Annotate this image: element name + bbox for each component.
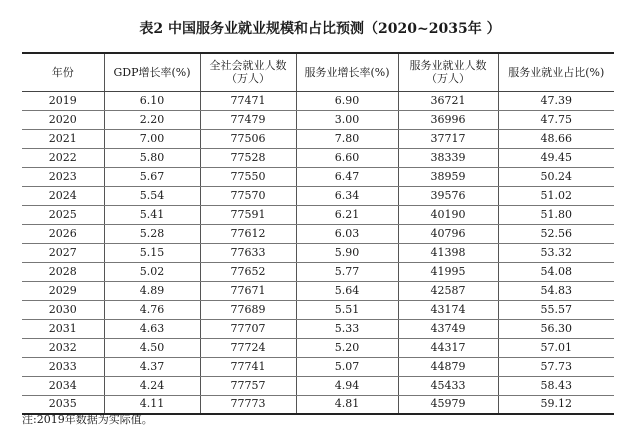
cell-service-employment: 37717: [398, 129, 498, 148]
cell-total-employment: 77707: [200, 319, 296, 338]
cell-gdp-growth: 5.28: [104, 224, 200, 243]
cell-service-share: 55.57: [498, 300, 614, 319]
table-row: [22, 110, 614, 129]
cell-total-employment: 77471: [200, 91, 296, 110]
cell-service-growth: 6.47: [296, 167, 398, 186]
cell-total-employment: 77570: [200, 186, 296, 205]
cell-service-employment: 40190: [398, 205, 498, 224]
cell-total-employment: 77633: [200, 243, 296, 262]
cell-service-employment: 44317: [398, 338, 498, 357]
table-row: [22, 224, 614, 243]
cell-service-employment: 41995: [398, 262, 498, 281]
cell-service-employment: 45433: [398, 376, 498, 395]
cell-gdp-growth: 7.00: [104, 129, 200, 148]
cell-gdp-growth: 4.63: [104, 319, 200, 338]
cell-year: 2029: [22, 281, 104, 300]
cell-service-employment: 36721: [398, 91, 498, 110]
cell-gdp-growth: 4.76: [104, 300, 200, 319]
cell-total-employment: 77773: [200, 395, 296, 414]
table-row: [22, 91, 614, 110]
cell-gdp-growth: 5.80: [104, 148, 200, 167]
cell-service-share: 47.39: [498, 91, 614, 110]
cell-service-share: 57.01: [498, 338, 614, 357]
table-row: [22, 300, 614, 319]
cell-total-employment: 77671: [200, 281, 296, 300]
cell-service-employment: 36996: [398, 110, 498, 129]
cell-gdp-growth: 5.15: [104, 243, 200, 262]
cell-service-share: 58.43: [498, 376, 614, 395]
cell-year: 2025: [22, 205, 104, 224]
cell-service-employment: 39576: [398, 186, 498, 205]
cell-year: 2034: [22, 376, 104, 395]
cell-year: 2022: [22, 148, 104, 167]
header-gdp-growth: GDP增长率(%): [104, 53, 200, 91]
cell-year: 2032: [22, 338, 104, 357]
cell-service-share: 52.56: [498, 224, 614, 243]
table-row: [22, 395, 614, 414]
table-row: [22, 167, 614, 186]
cell-year: 2023: [22, 167, 104, 186]
forecast-table: [22, 52, 614, 415]
cell-year: 2021: [22, 129, 104, 148]
table-row: [22, 186, 614, 205]
cell-total-employment: 77528: [200, 148, 296, 167]
cell-service-growth: 4.81: [296, 395, 398, 414]
cell-year: 2026: [22, 224, 104, 243]
cell-year: 2028: [22, 262, 104, 281]
cell-service-share: 48.66: [498, 129, 614, 148]
cell-gdp-growth: 5.54: [104, 186, 200, 205]
cell-total-employment: 77652: [200, 262, 296, 281]
table-title: 表2 中国服务业就业规模和占比预测（2020~2035年 ）: [139, 21, 501, 37]
cell-service-employment: 38339: [398, 148, 498, 167]
cell-year: 2035: [22, 395, 104, 414]
cell-service-employment: 45979: [398, 395, 498, 414]
cell-service-growth: 5.20: [296, 338, 398, 357]
header-service-employment: 服务业就业人数（万人）: [398, 53, 498, 91]
table-row: [22, 243, 614, 262]
cell-total-employment: 77689: [200, 300, 296, 319]
cell-service-share: 50.24: [498, 167, 614, 186]
cell-service-share: 51.02: [498, 186, 614, 205]
cell-gdp-growth: 4.37: [104, 357, 200, 376]
cell-service-employment: 40796: [398, 224, 498, 243]
footnote: 注:2019年数据为实际值。: [22, 413, 153, 426]
cell-year: 2024: [22, 186, 104, 205]
cell-service-share: 54.08: [498, 262, 614, 281]
cell-total-employment: 77741: [200, 357, 296, 376]
cell-gdp-growth: 5.67: [104, 167, 200, 186]
cell-service-growth: 5.90: [296, 243, 398, 262]
cell-gdp-growth: 2.20: [104, 110, 200, 129]
table-row: [22, 129, 614, 148]
cell-total-employment: 77479: [200, 110, 296, 129]
table-header-row: [22, 53, 614, 91]
header-service-growth: 服务业增长率(%): [296, 53, 398, 91]
cell-total-employment: 77612: [200, 224, 296, 243]
cell-service-employment: 41398: [398, 243, 498, 262]
cell-service-growth: 6.21: [296, 205, 398, 224]
cell-service-share: 56.30: [498, 319, 614, 338]
cell-service-share: 57.73: [498, 357, 614, 376]
cell-service-share: 53.32: [498, 243, 614, 262]
cell-service-growth: 6.34: [296, 186, 398, 205]
cell-service-employment: 44879: [398, 357, 498, 376]
header-total-employment: 全社会就业人数（万人）: [200, 53, 296, 91]
cell-total-employment: 77591: [200, 205, 296, 224]
cell-gdp-growth: 5.02: [104, 262, 200, 281]
cell-service-employment: 43749: [398, 319, 498, 338]
cell-service-growth: 3.00: [296, 110, 398, 129]
cell-service-growth: 6.90: [296, 91, 398, 110]
cell-service-growth: 5.77: [296, 262, 398, 281]
cell-gdp-growth: 4.50: [104, 338, 200, 357]
header-year: 年份: [22, 53, 104, 91]
cell-total-employment: 77757: [200, 376, 296, 395]
cell-total-employment: 77550: [200, 167, 296, 186]
cell-year: 2027: [22, 243, 104, 262]
cell-service-growth: 6.03: [296, 224, 398, 243]
cell-gdp-growth: 4.89: [104, 281, 200, 300]
cell-gdp-growth: 4.24: [104, 376, 200, 395]
cell-gdp-growth: 6.10: [104, 91, 200, 110]
table-row: [22, 319, 614, 338]
table-row: [22, 205, 614, 224]
cell-gdp-growth: 4.11: [104, 395, 200, 414]
cell-year: 2031: [22, 319, 104, 338]
table-row: [22, 338, 614, 357]
cell-service-growth: 4.94: [296, 376, 398, 395]
table-row: [22, 148, 614, 167]
table-row: [22, 281, 614, 300]
cell-service-growth: 5.07: [296, 357, 398, 376]
cell-total-employment: 77724: [200, 338, 296, 357]
cell-total-employment: 77506: [200, 129, 296, 148]
cell-service-growth: 5.33: [296, 319, 398, 338]
cell-service-employment: 43174: [398, 300, 498, 319]
cell-year: 2030: [22, 300, 104, 319]
cell-service-employment: 38959: [398, 167, 498, 186]
cell-service-share: 49.45: [498, 148, 614, 167]
cell-year: 2020: [22, 110, 104, 129]
header-service-share: 服务业就业占比(%): [498, 53, 614, 91]
cell-year: 2033: [22, 357, 104, 376]
cell-service-share: 59.12: [498, 395, 614, 414]
cell-gdp-growth: 5.41: [104, 205, 200, 224]
table-row: [22, 357, 614, 376]
cell-service-growth: 7.80: [296, 129, 398, 148]
cell-service-growth: 5.64: [296, 281, 398, 300]
table-body: [22, 91, 614, 414]
cell-service-share: 54.83: [498, 281, 614, 300]
cell-service-share: 51.80: [498, 205, 614, 224]
table-row: [22, 262, 614, 281]
cell-service-growth: 6.60: [296, 148, 398, 167]
cell-service-share: 47.75: [498, 110, 614, 129]
cell-service-employment: 42587: [398, 281, 498, 300]
table-row: [22, 376, 614, 395]
cell-service-growth: 5.51: [296, 300, 398, 319]
cell-year: 2019: [22, 91, 104, 110]
